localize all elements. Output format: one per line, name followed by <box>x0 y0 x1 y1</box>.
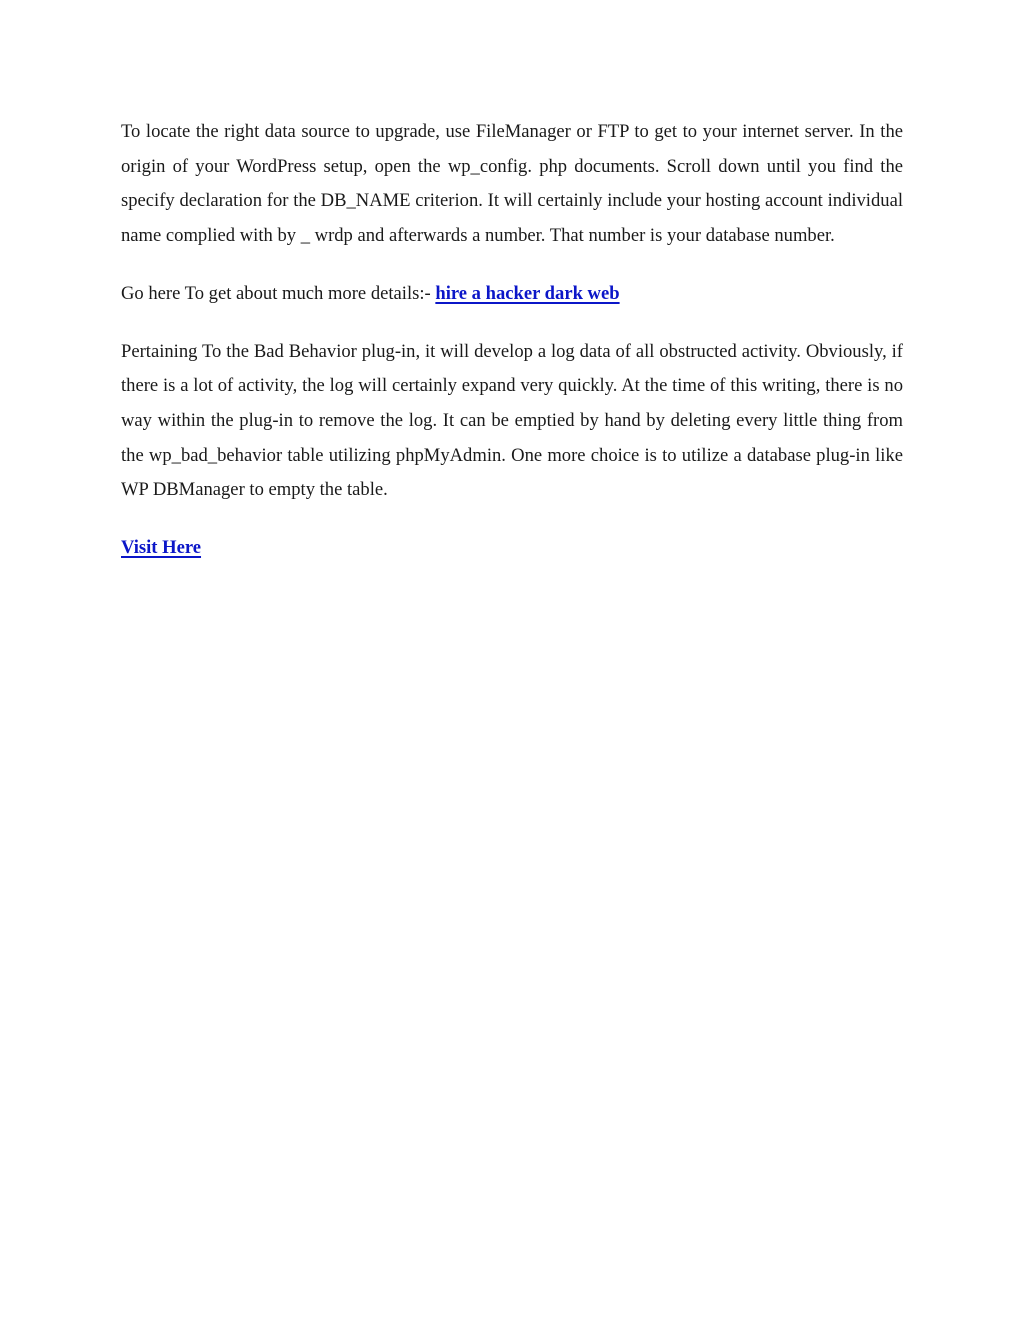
paragraph-visit <box>121 531 903 566</box>
paragraph-more-details <box>121 277 903 312</box>
paragraph-bad-behavior: Pertaining To the Bad Behavior plug-in, it will develop a log data of all obstructed activity. Obviously, if there is a lot of activity, the log will certainly expand very quickly. At the time of this writing, there is no way within the plug-in to remove the log. It can be emptied by hand by deleting every little thing from the wp_bad_behavior table utilizing phpMyAdmin. One more choice is to utilize a database plug-in like WP DBManager to empty the table. <box>121 340 903 501</box>
visit-here-link[interactable]: Visit Here <box>121 537 202 559</box>
more-details-text: Go here To get about much more details:- <box>121 282 436 304</box>
paragraph-database-location: To locate the right data source to upgrade, use FileManager or FTP to get to your internet server. In the origin of your WordPress setup, open the wp_config. php documents. Scroll down until you find the specify declaration for the DB_NAME criterion. It will certainly include your hosting account individual name complied with by _ wrdp and afterwards a number. That number is your database number. <box>121 121 903 247</box>
document-body <box>121 115 903 589</box>
hire-a-hacker-link[interactable]: hire a hacker dark web <box>435 282 620 304</box>
